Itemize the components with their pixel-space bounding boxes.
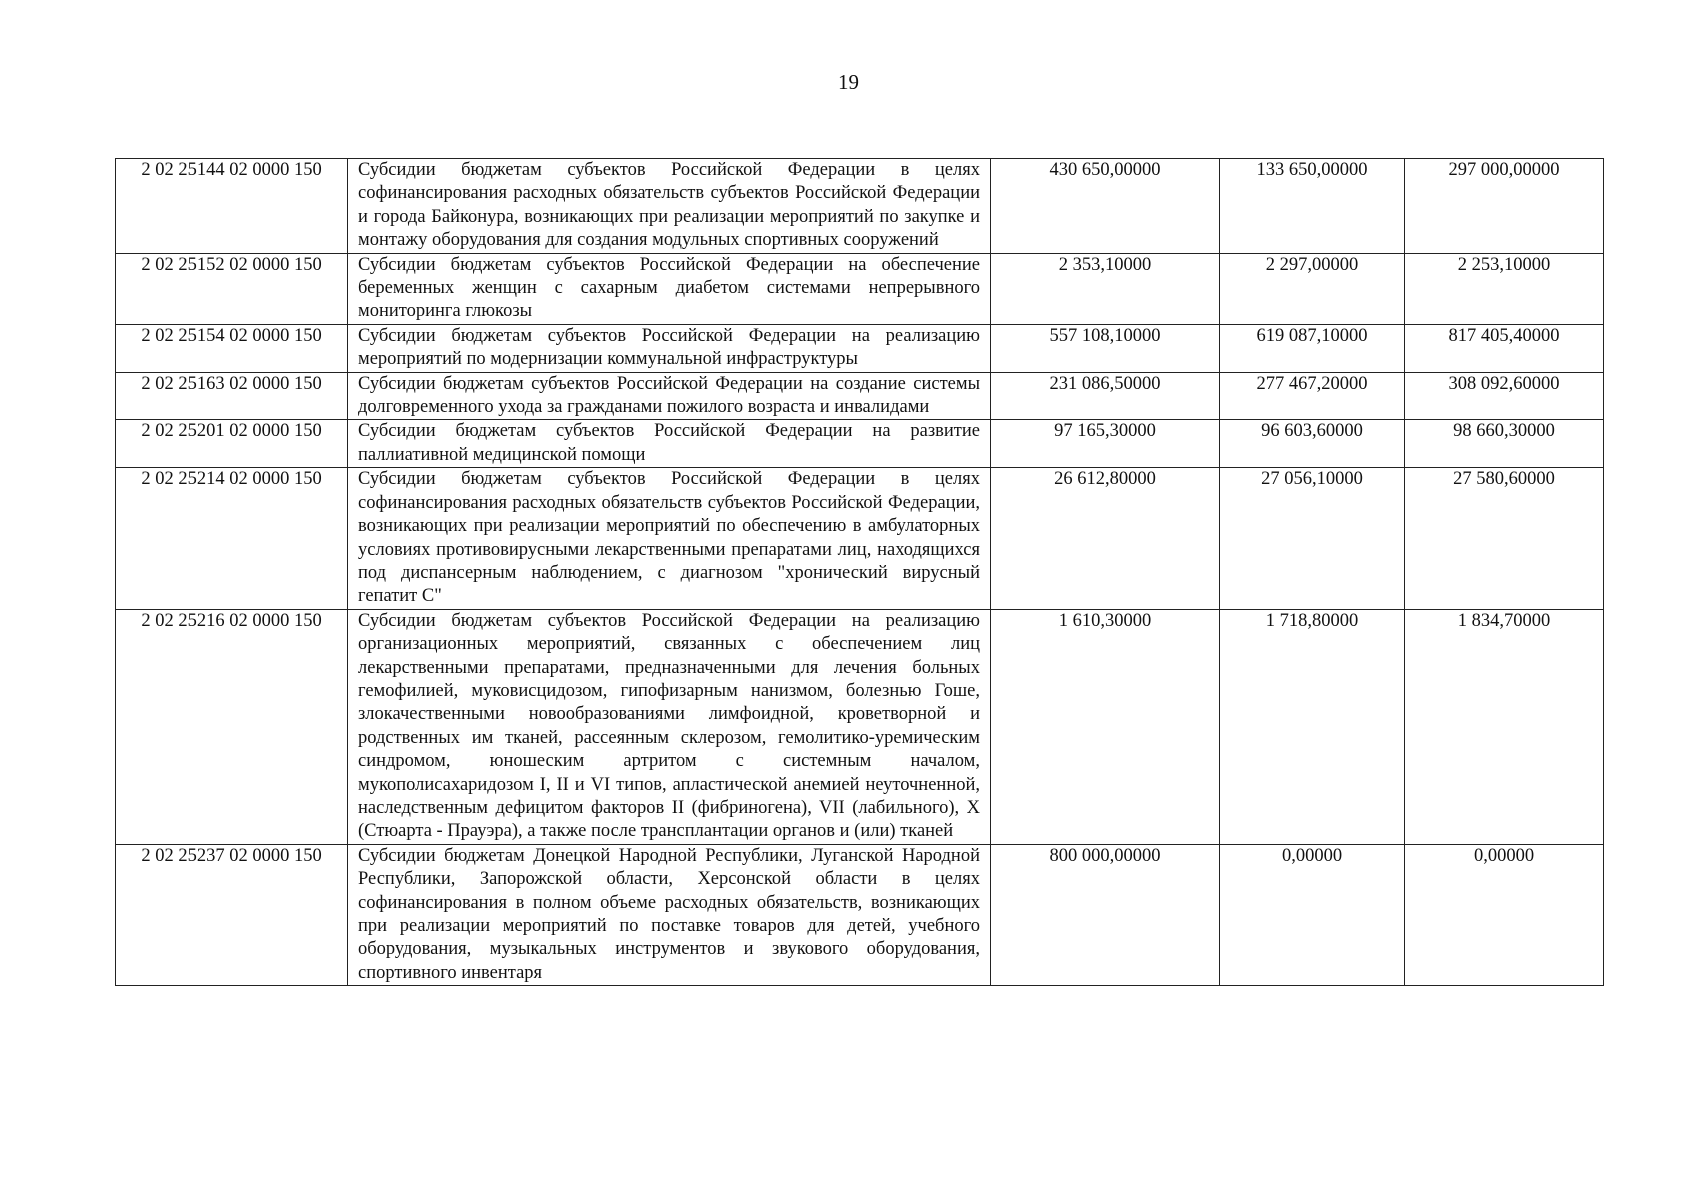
- table-row: [116, 844, 1604, 985]
- amount-year-1-cell: 557 108,10000: [991, 324, 1220, 372]
- classification-code-cell: 2 02 25201 02 0000 150: [116, 420, 348, 468]
- classification-code-cell: 2 02 25214 02 0000 150: [116, 468, 348, 609]
- amount-year-2-cell: 2 297,00000: [1220, 253, 1405, 324]
- description-cell: Субсидии бюджетам Донецкой Народной Республики, Луганской Народной Республики, Запорожской области, Херсонской области в целях софинансирования в полном объеме расходных обязательств, возникающих при реализации мероприятий по поставке товаров для детей, учебного оборудования, музыкальных инструментов и звукового оборудования, спортивного инвентаря: [348, 844, 991, 985]
- classification-code-cell: 2 02 25237 02 0000 150: [116, 844, 348, 985]
- amount-year-2-cell: 1 718,80000: [1220, 609, 1405, 844]
- amount-year-3-cell: 2 253,10000: [1405, 253, 1604, 324]
- amount-year-2-cell: 133 650,00000: [1220, 159, 1405, 254]
- page-number: 19: [838, 70, 859, 94]
- amount-year-2-cell: 27 056,10000: [1220, 468, 1405, 609]
- classification-code-cell: 2 02 25154 02 0000 150: [116, 324, 348, 372]
- amount-year-1-cell: 26 612,80000: [991, 468, 1220, 609]
- amount-year-2-cell: 619 087,10000: [1220, 324, 1405, 372]
- table-row: [116, 159, 1604, 254]
- amount-year-3-cell: 297 000,00000: [1405, 159, 1604, 254]
- classification-code-cell: 2 02 25163 02 0000 150: [116, 372, 348, 420]
- amount-year-3-cell: 27 580,60000: [1405, 468, 1604, 609]
- description-cell: Субсидии бюджетам субъектов Российской Федерации на развитие паллиативной медицинской помощи: [348, 420, 991, 468]
- amount-year-1-cell: 800 000,00000: [991, 844, 1220, 985]
- amount-year-2-cell: 0,00000: [1220, 844, 1405, 985]
- amount-year-3-cell: 98 660,30000: [1405, 420, 1604, 468]
- table-row: [116, 420, 1604, 468]
- description-cell: Субсидии бюджетам субъектов Российской Федерации на реализацию организационных мероприятий, связанных с обеспечением лиц лекарственными препаратами, предназначенными для лечения больных гемофилией, муковисцидозом, гипофизарным нанизмом, болезнью Гоше, злокачественными новообразованиями лимфоидной, кроветворной и родственных им тканей, рассеянным склерозом, гемолитико-уремическим синдромом, юношеским артритом с системным началом, мукополисахаридозом I, II и VI типов, апластической анемией неуточненной, наследственным дефицитом факторов II (фибриногена), VII (лабильного), X (Стюарта - Прауэра), а также после трансплантации органов и (или) тканей: [348, 609, 991, 844]
- amount-year-3-cell: 817 405,40000: [1405, 324, 1604, 372]
- classification-code-cell: 2 02 25152 02 0000 150: [116, 253, 348, 324]
- table-row: [116, 609, 1604, 844]
- amount-year-3-cell: 0,00000: [1405, 844, 1604, 985]
- description-cell: Субсидии бюджетам субъектов Российской Федерации на обеспечение беременных женщин с сахарным диабетом системами непрерывного мониторинга глюкозы: [348, 253, 991, 324]
- amount-year-1-cell: 2 353,10000: [991, 253, 1220, 324]
- classification-code-cell: 2 02 25216 02 0000 150: [116, 609, 348, 844]
- description-cell: Субсидии бюджетам субъектов Российской Федерации на создание системы долговременного ухода за гражданами пожилого возраста и инвалидами: [348, 372, 991, 420]
- amount-year-2-cell: 277 467,20000: [1220, 372, 1405, 420]
- classification-code-cell: 2 02 25144 02 0000 150: [116, 159, 348, 254]
- table-row: [116, 324, 1604, 372]
- description-cell: Субсидии бюджетам субъектов Российской Федерации на реализацию мероприятий по модернизации коммунальной инфраструктуры: [348, 324, 991, 372]
- table-row: [116, 253, 1604, 324]
- description-cell: Субсидии бюджетам субъектов Российской Федерации в целях софинансирования расходных обязательств субъектов Российской Федерации и города Байконура, возникающих при реализации мероприятий по закупке и монтажу оборудования для создания модульных спортивных сооружений: [348, 159, 991, 254]
- amount-year-1-cell: 430 650,00000: [991, 159, 1220, 254]
- amount-year-1-cell: 231 086,50000: [991, 372, 1220, 420]
- amount-year-3-cell: 1 834,70000: [1405, 609, 1604, 844]
- description-cell: Субсидии бюджетам субъектов Российской Федерации в целях софинансирования расходных обязательств субъектов Российской Федерации, возникающих при реализации мероприятий по обеспечению в амбулаторных условиях противовирусными лекарственными препаратами лиц, находящихся под диспансерным наблюдением, с диагнозом "хронический вирусный гепатит С": [348, 468, 991, 609]
- table-row: [116, 468, 1604, 609]
- amount-year-1-cell: 1 610,30000: [991, 609, 1220, 844]
- amount-year-1-cell: 97 165,30000: [991, 420, 1220, 468]
- amount-year-2-cell: 96 603,60000: [1220, 420, 1405, 468]
- table-row: [116, 372, 1604, 420]
- budget-revenue-table: [115, 158, 1604, 986]
- amount-year-3-cell: 308 092,60000: [1405, 372, 1604, 420]
